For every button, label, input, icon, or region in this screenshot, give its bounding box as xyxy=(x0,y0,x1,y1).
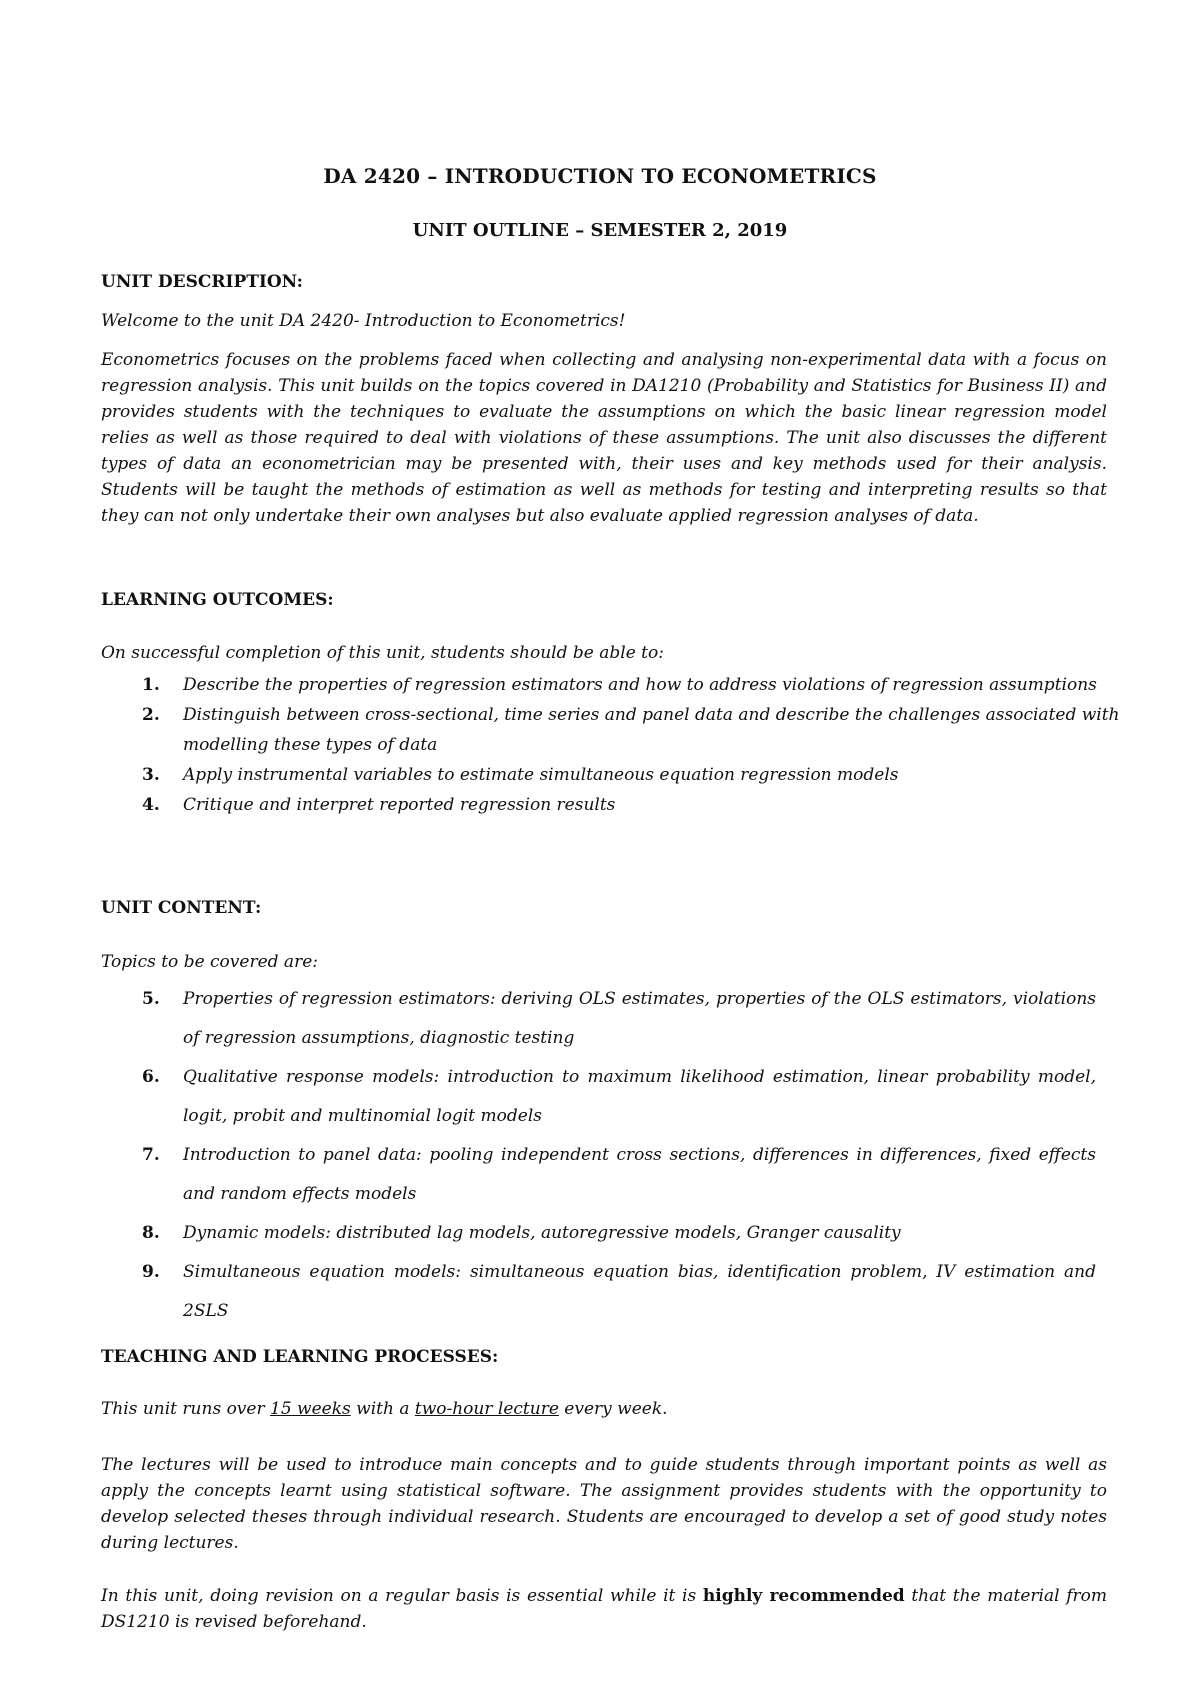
list-item xyxy=(140,670,1180,700)
list-item xyxy=(140,760,1180,790)
list-item xyxy=(140,1214,1096,1253)
revision-post: that the material from DS1210 is revised beforehand. xyxy=(101,1586,1108,1632)
list-item xyxy=(140,1136,1096,1214)
revision-bold: highly recommended xyxy=(702,1586,905,1606)
list-item-number: 7. xyxy=(142,1145,160,1165)
list-item-number: 6. xyxy=(142,1067,160,1087)
list-item-number: 5. xyxy=(142,989,160,1009)
duration-weeks: 15 weeks xyxy=(270,1399,351,1419)
unit-description-heading: UNIT DESCRIPTION: xyxy=(101,272,303,292)
duration-lecture: two-hour lecture xyxy=(414,1399,559,1419)
list-item-number: 8. xyxy=(142,1223,160,1243)
teaching-duration-text xyxy=(101,1399,668,1419)
list-item-text: Dynamic models: distributed lag models, autoregressive models, Granger causality xyxy=(183,1223,901,1243)
list-item-text: Critique and interpret reported regression results xyxy=(183,795,616,815)
welcome-text: Welcome to the unit DA 2420- Introduction to Econometrics! xyxy=(101,311,626,331)
list-item-text: Apply instrumental variables to estimate simultaneous equation regression models xyxy=(183,765,899,785)
document-subtitle: UNIT OUTLINE – SEMESTER 2, 2019 xyxy=(412,220,788,241)
teaching-heading: TEACHING AND LEARNING PROCESSES: xyxy=(101,1347,499,1367)
list-item-number: 1. xyxy=(142,675,160,695)
list-item xyxy=(140,980,1096,1058)
duration-post: every week. xyxy=(558,1399,668,1419)
list-item-number: 3. xyxy=(142,765,160,785)
list-item-number: 4. xyxy=(142,795,160,815)
learning-outcomes-intro: On successful completion of this unit, students should be able to: xyxy=(101,643,664,663)
revision-pre: In this unit, doing revision on a regular basis is essential while it is xyxy=(101,1586,703,1606)
duration-pre: This unit runs over xyxy=(101,1399,271,1419)
unit-content-list xyxy=(140,980,1096,1331)
unit-content-heading: UNIT CONTENT: xyxy=(101,898,262,918)
learning-outcomes-heading: LEARNING OUTCOMES: xyxy=(101,590,334,610)
learning-outcomes-list xyxy=(140,670,1180,820)
unit-content-intro: Topics to be covered are: xyxy=(101,952,318,972)
list-item-text: Describe the properties of regression estimators and how to address violations of regression assumptions xyxy=(183,675,1097,695)
list-item-number: 9. xyxy=(142,1262,160,1282)
list-item-text: Simultaneous equation models: simultaneous equation bias, identification problem, IV estimation and 2SLS xyxy=(183,1262,1096,1321)
document-title: DA 2420 – INTRODUCTION TO ECONOMETRICS xyxy=(323,164,877,188)
revision-paragraph xyxy=(101,1583,1107,1635)
unit-description-body: Econometrics focuses on the problems faced when collecting and analysing non-experimental data with a focus on regression analysis. This unit builds on the topics covered in DA1210 (Probability and Statistics for Business II) and provides students with the techniques to evaluate the assumptions on which the basic linear regression model relies as well as those required to deal with violations of these assumptions. The unit also discusses the different types of data an econometrician may be presented with, their uses and key methods used for their analysis. Students will be taught the methods of estimation as well as methods for testing and interpreting results so that they can not only undertake their own analyses but also evaluate applied regression analyses of data. xyxy=(101,350,1107,526)
list-item-text: Qualitative response models: introduction to maximum likelihood estimation, linear probability model, logit, probit and multinomial logit models xyxy=(183,1067,1096,1126)
list-item-number: 2. xyxy=(142,705,160,725)
list-item-text: Properties of regression estimators: deriving OLS estimates, properties of the OLS estimators, violations of regression assumptions, diagnostic testing xyxy=(183,989,1096,1048)
list-item xyxy=(140,790,1180,820)
list-item-text: Introduction to panel data: pooling independent cross sections, differences in differences, fixed effects and random effects models xyxy=(183,1145,1096,1204)
duration-mid: with a xyxy=(350,1399,415,1419)
list-item xyxy=(140,1253,1096,1331)
list-item-text: Distinguish between cross-sectional, time series and panel data and describe the challenges associated with modelling these types of data xyxy=(183,705,1120,755)
lectures-paragraph: The lectures will be used to introduce main concepts and to guide students through important points as well as apply the concepts learnt using statistical software. The assignment provides students with the opportunity to develop selected theses through individual research. Students are encouraged to develop a set of good study notes during lectures. xyxy=(101,1455,1107,1553)
list-item xyxy=(140,700,1180,760)
list-item xyxy=(140,1058,1096,1136)
